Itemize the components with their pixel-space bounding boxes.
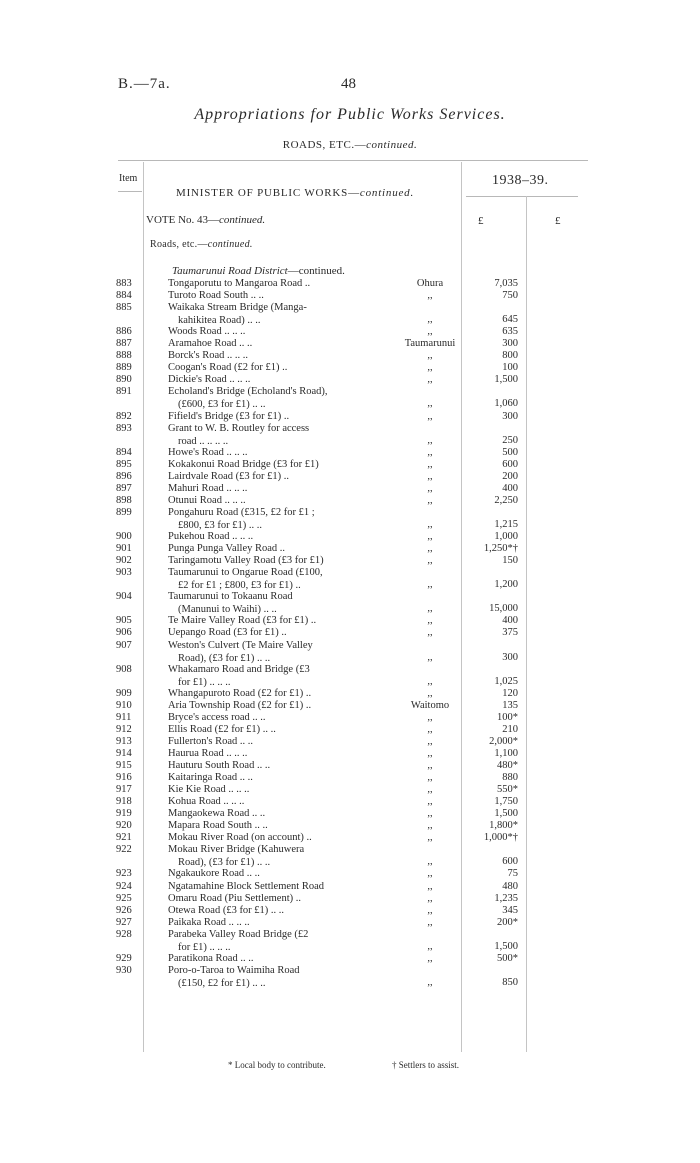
item-description [168, 747, 364, 760]
item-number: 900 [116, 531, 132, 543]
item-description [168, 952, 364, 965]
item-description [168, 301, 364, 327]
description-line: Ngatamahine Block Settlement Road [168, 880, 325, 892]
district-continued: —continued. [287, 265, 345, 277]
amount: 600 [502, 856, 518, 868]
item-number: 929 [116, 952, 132, 964]
electoral-district: Ohura [416, 278, 444, 289]
item-number: 917 [116, 784, 132, 796]
item-number: 908 [116, 663, 132, 675]
electoral-district: Waitomo [410, 699, 450, 711]
item-number: 897 [116, 482, 132, 494]
electoral-district: ,, [427, 723, 433, 735]
amount: 200 [502, 470, 518, 482]
electoral-district: ,, [427, 314, 433, 326]
electoral-district: ,, [427, 832, 433, 844]
electoral-district: ,, [427, 362, 433, 374]
year-header-rule [466, 196, 578, 197]
electoral-district: ,, [427, 615, 433, 627]
description-line: Grant to W. B. Routley for access [168, 422, 310, 434]
minister-title: MINISTER OF PUBLIC WORKS— [176, 187, 360, 199]
item-description [168, 289, 364, 302]
description-line: Mahuri Road .. .. .. [168, 482, 248, 494]
electoral-district: ,, [427, 904, 433, 916]
description-continuation: (£150, £2 for £1) .. .. [178, 977, 266, 989]
amount: 500 [502, 446, 518, 458]
amount: 400 [502, 615, 518, 627]
amount: 600 [502, 458, 518, 470]
amount: 2,250 [494, 494, 518, 506]
description-line: Kaitaringa Road .. .. [168, 772, 253, 784]
item-number: 896 [116, 470, 132, 482]
amount-column-divider [526, 196, 527, 1052]
description-line: Mangaokewa Road .. .. [168, 808, 266, 820]
item-description [168, 554, 364, 567]
description-line: Pukehou Road .. .. .. [168, 531, 254, 543]
amount: 100* [497, 711, 518, 723]
item-number: 902 [116, 555, 132, 567]
item-number: 922 [116, 844, 132, 856]
pound-symbol-amount: £ [478, 215, 484, 227]
description-continuation: Road), (£3 for £1) .. .. [178, 857, 271, 869]
description-line: Weston's Culvert (Te Maire Valley [168, 639, 313, 651]
electoral-district: ,, [427, 398, 433, 410]
item-description [168, 458, 364, 471]
year-column-header: 1938–39. [492, 173, 549, 188]
item-header-rule [118, 191, 142, 192]
electoral-district: ,, [427, 579, 433, 591]
description-line: Ellis Road (£2 for £1) .. .. [168, 723, 276, 735]
amount: 300 [502, 651, 518, 663]
description-line: Otewa Road (£3 for £1) .. .. [168, 904, 285, 916]
item-number: 910 [116, 699, 132, 711]
electoral-district: ,, [427, 434, 433, 446]
description-line: Taumarunui to Ongarue Road (£100, [168, 567, 323, 579]
item-number: 888 [116, 350, 132, 362]
amount: 135 [502, 699, 518, 711]
item-description [168, 361, 364, 374]
electoral-district: ,, [427, 880, 433, 892]
item-number: 885 [116, 302, 132, 314]
description-line: Coogan's Road (£2 for £1) .. [168, 362, 288, 374]
amount: 100 [502, 362, 518, 374]
amount: 1,500 [494, 940, 518, 952]
item-description [168, 759, 364, 772]
item-description [168, 639, 364, 665]
electoral-district: ,, [427, 482, 433, 494]
amount: 635 [502, 326, 518, 338]
description-continuation: £2 for £1 ; £800, £3 for £1) .. [178, 580, 301, 592]
amount: 345 [502, 904, 518, 916]
electoral-district: ,, [427, 603, 433, 615]
amount: 300 [502, 338, 518, 350]
electoral-district: ,, [427, 796, 433, 808]
item-description [168, 771, 364, 784]
description-line: Hauturu South Road .. .. [168, 760, 271, 771]
item-description [168, 349, 364, 362]
amount: 375 [502, 627, 518, 639]
item-description [168, 542, 364, 555]
amount: 550* [497, 784, 518, 796]
electoral-district: ,, [427, 711, 433, 723]
page-number: 48 [341, 76, 356, 92]
electoral-district: ,, [427, 952, 433, 964]
item-description [168, 626, 364, 639]
item-description [168, 373, 364, 386]
description-continuation: kahikitea Road) .. .. [178, 315, 261, 327]
amount: 1,000*† [483, 832, 518, 844]
item-number: 893 [116, 422, 132, 434]
roads-continued: continued. [207, 239, 253, 250]
electoral-district: ,, [427, 892, 433, 904]
roads-subheading [150, 239, 253, 250]
item-number: 923 [116, 868, 132, 880]
item-description [168, 663, 364, 689]
description-line: Turoto Road South .. .. [168, 290, 264, 302]
amount: 750 [502, 290, 518, 302]
amount: 2,000* [489, 735, 518, 747]
electoral-district: ,, [427, 940, 433, 952]
item-description [168, 337, 364, 350]
item-description [168, 494, 364, 507]
amount: 120 [502, 687, 518, 699]
electoral-district: ,, [427, 350, 433, 362]
minister-heading [176, 187, 414, 199]
item-number: 920 [116, 820, 132, 832]
item-number: 889 [116, 362, 132, 374]
item-description [168, 916, 364, 929]
description-line: Mokau River Road (on account) .. [168, 832, 312, 844]
amount: 850 [502, 976, 518, 988]
item-description [168, 831, 364, 844]
electoral-district: ,, [427, 735, 433, 747]
amount: 500* [497, 952, 518, 964]
item-number: 927 [116, 916, 132, 928]
amount: 300 [502, 410, 518, 422]
item-description [168, 470, 364, 483]
item-description [168, 699, 364, 712]
description-line: Ngakaukore Road .. .. [168, 868, 260, 880]
electoral-district: ,, [427, 494, 433, 506]
electoral-district: ,, [427, 326, 433, 338]
amount: 480 [502, 880, 518, 892]
description-line: Uepango Road (£3 for £1) .. [168, 627, 287, 639]
electoral-district: ,, [427, 290, 433, 302]
description-line: Mokau River Bridge (Kahuwera [168, 844, 305, 856]
item-number: 921 [116, 832, 132, 844]
item-number: 891 [116, 386, 132, 398]
item-description [168, 892, 364, 905]
description-line: Tongaporutu to Mangaroa Road .. [168, 278, 311, 289]
electoral-district: ,, [427, 543, 433, 555]
item-description [168, 687, 364, 700]
electoral-district: ,, [427, 531, 433, 543]
vote-title: VOTE No. 43— [146, 214, 220, 226]
description-line: Mapara Road South .. .. [168, 820, 268, 832]
electoral-district: ,, [427, 747, 433, 759]
page-title: Appropriations for Public Works Services. [194, 106, 506, 123]
item-number: 898 [116, 494, 132, 506]
item-description [168, 277, 364, 290]
description-continuation: (£600, £3 for £1) .. .. [178, 399, 266, 411]
description-continuation: Road), (£3 for £1) .. .. [178, 652, 271, 664]
item-column-divider [143, 162, 144, 1052]
electoral-district: ,, [427, 675, 433, 687]
description-continuation: road .. .. .. .. [178, 435, 229, 447]
subtitle-continued: continued. [366, 139, 418, 151]
electoral-district: ,, [427, 868, 433, 880]
item-number: 919 [116, 808, 132, 820]
item-number: 884 [116, 290, 132, 302]
item-description [168, 904, 364, 917]
amount: 1,060 [494, 398, 518, 410]
item-description [168, 422, 364, 448]
amount: 1,800* [489, 820, 518, 832]
vote-continued: continued. [219, 214, 266, 226]
item-description [168, 819, 364, 832]
amount: 1,100 [494, 747, 518, 759]
electoral-district: ,, [427, 458, 433, 470]
item-description [168, 928, 364, 954]
item-description [168, 867, 364, 880]
item-number: 911 [116, 711, 132, 723]
electoral-district: ,, [427, 627, 433, 639]
item-description [168, 711, 364, 724]
description-line: Aria Township Road (£2 for £1) .. [168, 699, 312, 711]
item-description [168, 325, 364, 338]
description-line: Kokakonui Road Bridge (£3 for £1) [168, 458, 319, 470]
item-description [168, 385, 364, 411]
amount: 400 [502, 482, 518, 494]
item-description [168, 783, 364, 796]
description-line: Waikaka Stream Bridge (Manga- [168, 302, 307, 314]
amount: 1,500 [494, 808, 518, 820]
item-number: 905 [116, 615, 132, 627]
amount: 480* [497, 760, 518, 771]
description-line: Paikaka Road .. .. .. [168, 916, 250, 928]
subtitle-main: ROADS, ETC.— [282, 139, 367, 151]
item-description [168, 410, 364, 423]
description-line: Haurua Road .. .. .. [168, 747, 248, 759]
description-line: Bryce's access road .. .. [168, 711, 266, 723]
amount: 210 [502, 723, 518, 735]
description-line: Lairdvale Road (£3 for £1) .. [168, 470, 290, 482]
description-continuation: for £1) .. .. .. [178, 941, 231, 953]
description-line: Kie Kie Road .. .. .. [168, 784, 250, 796]
amount: 250 [502, 434, 518, 446]
item-number: 906 [116, 627, 132, 639]
description-line: Paratikona Road .. .. [168, 952, 254, 964]
amount: 1,250*† [483, 543, 518, 555]
description-line: Pongahuru Road (£315, £2 for £1 ; [168, 506, 315, 518]
item-number: 913 [116, 735, 132, 747]
amount: 645 [502, 314, 518, 326]
description-line: Woods Road .. .. .. [168, 326, 246, 338]
district-heading [172, 265, 345, 277]
description-line: Te Maire Valley Road (£3 for £1) .. [168, 615, 317, 627]
amount: 200* [497, 916, 518, 928]
district-title: Taumarunui Road District [172, 265, 288, 277]
section-subtitle [0, 139, 700, 151]
electoral-district: ,, [427, 772, 433, 784]
item-number: 925 [116, 892, 132, 904]
amount: 1,500 [494, 374, 518, 386]
item-description [168, 614, 364, 627]
description-line: Echoland's Bridge (Echoland's Road), [168, 386, 328, 398]
table-top-rule [118, 160, 588, 161]
footnote-settlers: † Settlers to assist. [392, 1060, 459, 1070]
electoral-district: ,, [427, 410, 433, 422]
electoral-district: ,, [427, 651, 433, 663]
amount: 800 [502, 350, 518, 362]
description-line: Fullerton's Road .. .. [168, 735, 254, 747]
electoral-district: ,, [427, 820, 433, 832]
description-line: Aramahoe Road .. .. [168, 338, 253, 350]
roads-title: Roads, etc.— [150, 239, 208, 250]
item-number: 915 [116, 760, 132, 771]
description-line: Fifield's Bridge (£3 for £1) .. [168, 410, 290, 422]
amount: 15,000 [489, 603, 518, 615]
item-number: 899 [116, 506, 132, 518]
amount: 7,035 [494, 278, 518, 289]
amount: 150 [502, 555, 518, 567]
item-number: 930 [116, 964, 132, 976]
item-number: 894 [116, 446, 132, 458]
item-description [168, 446, 364, 459]
description-continuation: (Manunui to Waihi) .. .. [178, 604, 277, 616]
amount: 880 [502, 772, 518, 784]
description-line: Poro-o-Taroa to Waimiha Road [168, 964, 300, 976]
item-number: 901 [116, 543, 132, 555]
pound-symbol-total: £ [555, 215, 561, 227]
electoral-district: ,, [427, 555, 433, 567]
minister-continued: continued. [359, 187, 415, 199]
vote-heading [146, 214, 265, 226]
description-continuation: £800, £3 for £1) .. .. [178, 519, 262, 531]
item-number: 918 [116, 796, 132, 808]
footnote-local-body: * Local body to contribute. [228, 1060, 326, 1070]
item-number: 907 [116, 639, 132, 651]
amount: 1,750 [494, 796, 518, 808]
item-number: 904 [116, 591, 132, 603]
item-number: 892 [116, 410, 132, 422]
electoral-district: ,, [427, 518, 433, 530]
item-description [168, 506, 364, 532]
item-number: 890 [116, 374, 132, 386]
document-reference: B.—7a. [118, 76, 171, 92]
electoral-district: ,, [427, 687, 433, 699]
item-description [168, 795, 364, 808]
item-number: 886 [116, 326, 132, 338]
description-line: Taumarunui to Tokaanu Road [168, 591, 293, 603]
description-line: Borck's Road .. .. .. [168, 350, 249, 362]
item-description [168, 843, 364, 869]
description-line: Kohua Road .. .. .. [168, 796, 245, 808]
description-line: Omaru Road (Piu Settlement) .. [168, 892, 301, 904]
electoral-district: ,, [427, 784, 433, 796]
description-line: Parabeka Valley Road Bridge (£2 [168, 928, 309, 940]
item-description [168, 964, 364, 990]
amount: 1,000 [494, 531, 518, 543]
amount: 1,235 [494, 892, 518, 904]
item-number: 909 [116, 687, 132, 699]
amount: 1,215 [494, 518, 518, 530]
item-description [168, 590, 364, 616]
item-number: 903 [116, 567, 132, 579]
electoral-district: ,, [427, 446, 433, 458]
electoral-district: ,, [427, 808, 433, 820]
item-description [168, 807, 364, 820]
electoral-district: ,, [427, 856, 433, 868]
amount: 1,025 [494, 675, 518, 687]
item-number: 912 [116, 723, 132, 735]
item-column-header: Item [119, 173, 138, 184]
description-line: Otunui Road .. .. .. [168, 494, 246, 506]
electoral-district: ,, [427, 760, 433, 771]
item-description [168, 880, 364, 893]
electoral-district: Taumarunui [404, 338, 456, 350]
description-line: Taringamotu Valley Road (£3 for £1) [168, 555, 324, 567]
item-number: 928 [116, 928, 132, 940]
electoral-district: ,, [427, 374, 433, 386]
item-description [168, 735, 364, 748]
amount: 1,200 [494, 579, 518, 591]
item-description [168, 723, 364, 736]
item-number: 924 [116, 880, 132, 892]
description-line: Punga Punga Valley Road .. [168, 543, 286, 555]
amount: 75 [507, 868, 518, 880]
item-number: 883 [116, 278, 132, 289]
item-description [168, 566, 364, 592]
description-line: Howe's Road .. .. .. [168, 446, 248, 458]
item-number: 926 [116, 904, 132, 916]
item-description [168, 530, 364, 543]
description-line: Whakamaro Road and Bridge (£3 [168, 663, 310, 675]
description-continuation: for £1) .. .. .. [178, 676, 231, 688]
item-number: 887 [116, 338, 132, 350]
electoral-district: ,, [427, 976, 433, 988]
electoral-district: ,, [427, 916, 433, 928]
item-number: 895 [116, 458, 132, 470]
item-number: 916 [116, 772, 132, 784]
description-line: Whangapuroto Road (£2 for £1) .. [168, 687, 312, 699]
electoral-district: ,, [427, 470, 433, 482]
item-number: 914 [116, 747, 132, 759]
description-line: Dickie's Road .. .. .. [168, 374, 251, 386]
item-description [168, 482, 364, 495]
